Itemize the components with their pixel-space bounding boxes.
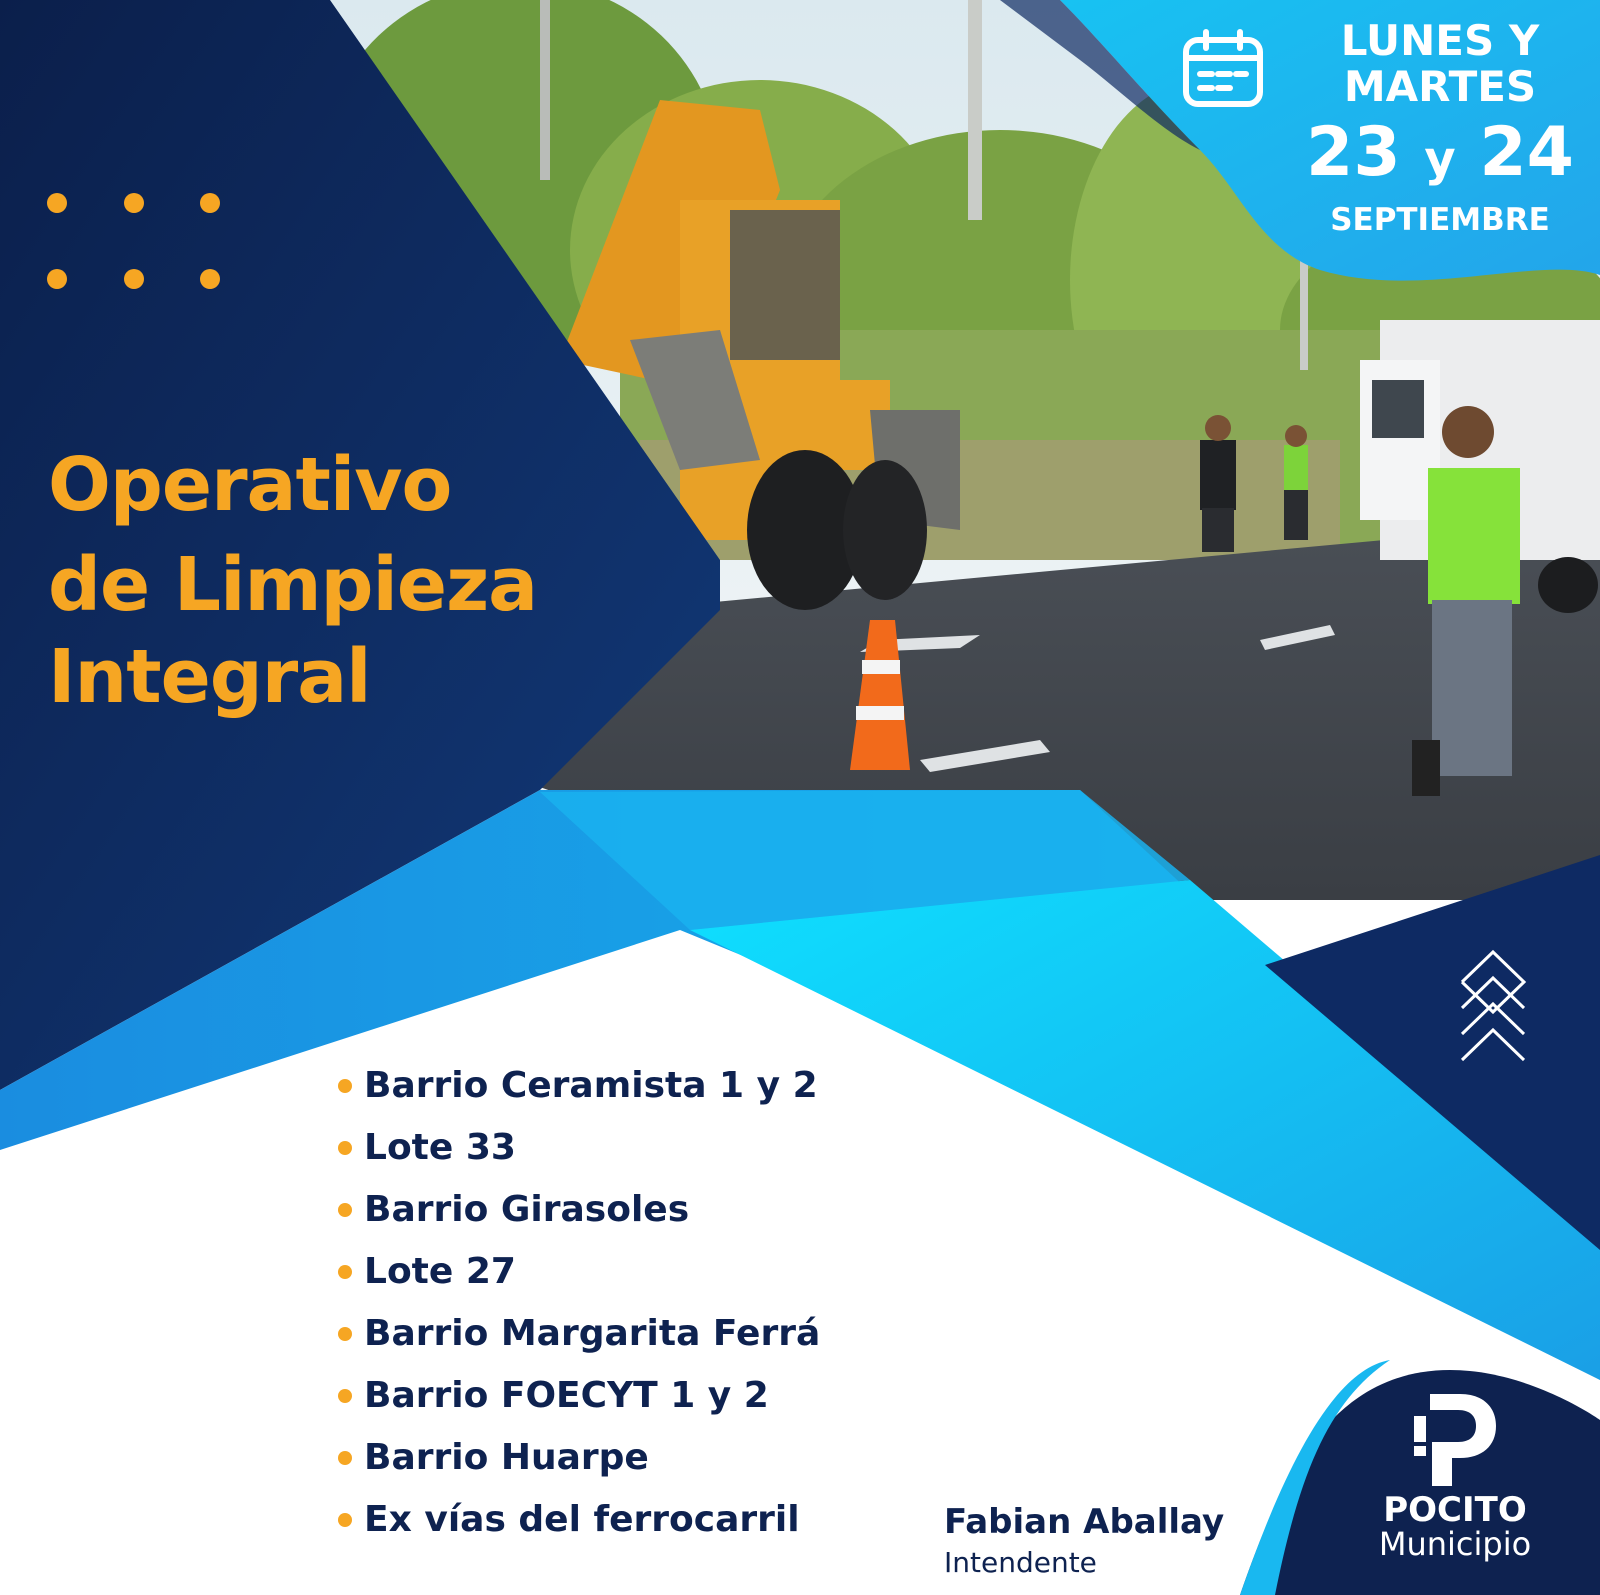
bullet-icon xyxy=(338,1141,352,1155)
bullet-icon xyxy=(338,1327,352,1341)
list-item xyxy=(336,1427,820,1489)
date-day2: 24 xyxy=(1479,113,1574,192)
locations-list xyxy=(336,1055,820,1551)
dot xyxy=(200,193,220,213)
date-day1: 23 xyxy=(1306,113,1401,192)
location-label: Barrio Margarita Ferrá xyxy=(364,1313,821,1354)
location-label: Barrio Huarpe xyxy=(364,1437,649,1478)
list-item xyxy=(336,1303,820,1365)
calendar-icon xyxy=(1182,28,1264,110)
bullet-icon xyxy=(338,1389,352,1403)
list-item xyxy=(336,1241,820,1303)
list-item xyxy=(336,1179,820,1241)
signature-role: Intendente xyxy=(944,1546,1097,1579)
pocito-logo-icon xyxy=(1408,1390,1498,1490)
location-label: Lote 33 xyxy=(364,1127,516,1168)
dot xyxy=(200,269,220,289)
date-numbers xyxy=(1290,114,1590,198)
bullet-icon xyxy=(338,1451,352,1465)
dot xyxy=(124,269,144,289)
location-label: Ex vías del ferrocarril xyxy=(364,1499,800,1540)
title-line-1: Operativo xyxy=(48,442,452,528)
list-item xyxy=(336,1117,820,1179)
date-day-names-line1: LUNES Y xyxy=(1340,16,1540,65)
dot xyxy=(47,193,67,213)
list-item xyxy=(336,1365,820,1427)
signature-name: Fabian Aballay xyxy=(944,1502,1225,1542)
bullet-icon xyxy=(338,1513,352,1527)
bullet-icon xyxy=(338,1203,352,1217)
logo-subtitle: Municipio xyxy=(1378,1525,1532,1563)
location-label: Barrio Ceramista 1 y 2 xyxy=(364,1065,818,1106)
dot xyxy=(124,193,144,213)
list-item xyxy=(336,1489,820,1551)
bullet-icon xyxy=(338,1079,352,1093)
bullet-icon xyxy=(338,1265,352,1279)
location-label: Barrio Girasoles xyxy=(364,1189,690,1230)
logo-name: POCITO xyxy=(1383,1490,1527,1530)
date-month: SEPTIEMBRE xyxy=(1330,202,1550,238)
title-line-2: de Limpieza xyxy=(48,542,538,628)
list-item xyxy=(336,1055,820,1117)
date-conjunction: y xyxy=(1424,131,1456,187)
chevrons-up-icon xyxy=(1458,948,1528,1066)
date-day-names-line2: MARTES xyxy=(1343,62,1537,111)
title-line-3: Integral xyxy=(48,634,371,720)
event-date xyxy=(1290,18,1590,240)
dot xyxy=(47,269,67,289)
location-label: Barrio FOECYT 1 y 2 xyxy=(364,1375,769,1416)
location-label: Lote 27 xyxy=(364,1251,516,1292)
